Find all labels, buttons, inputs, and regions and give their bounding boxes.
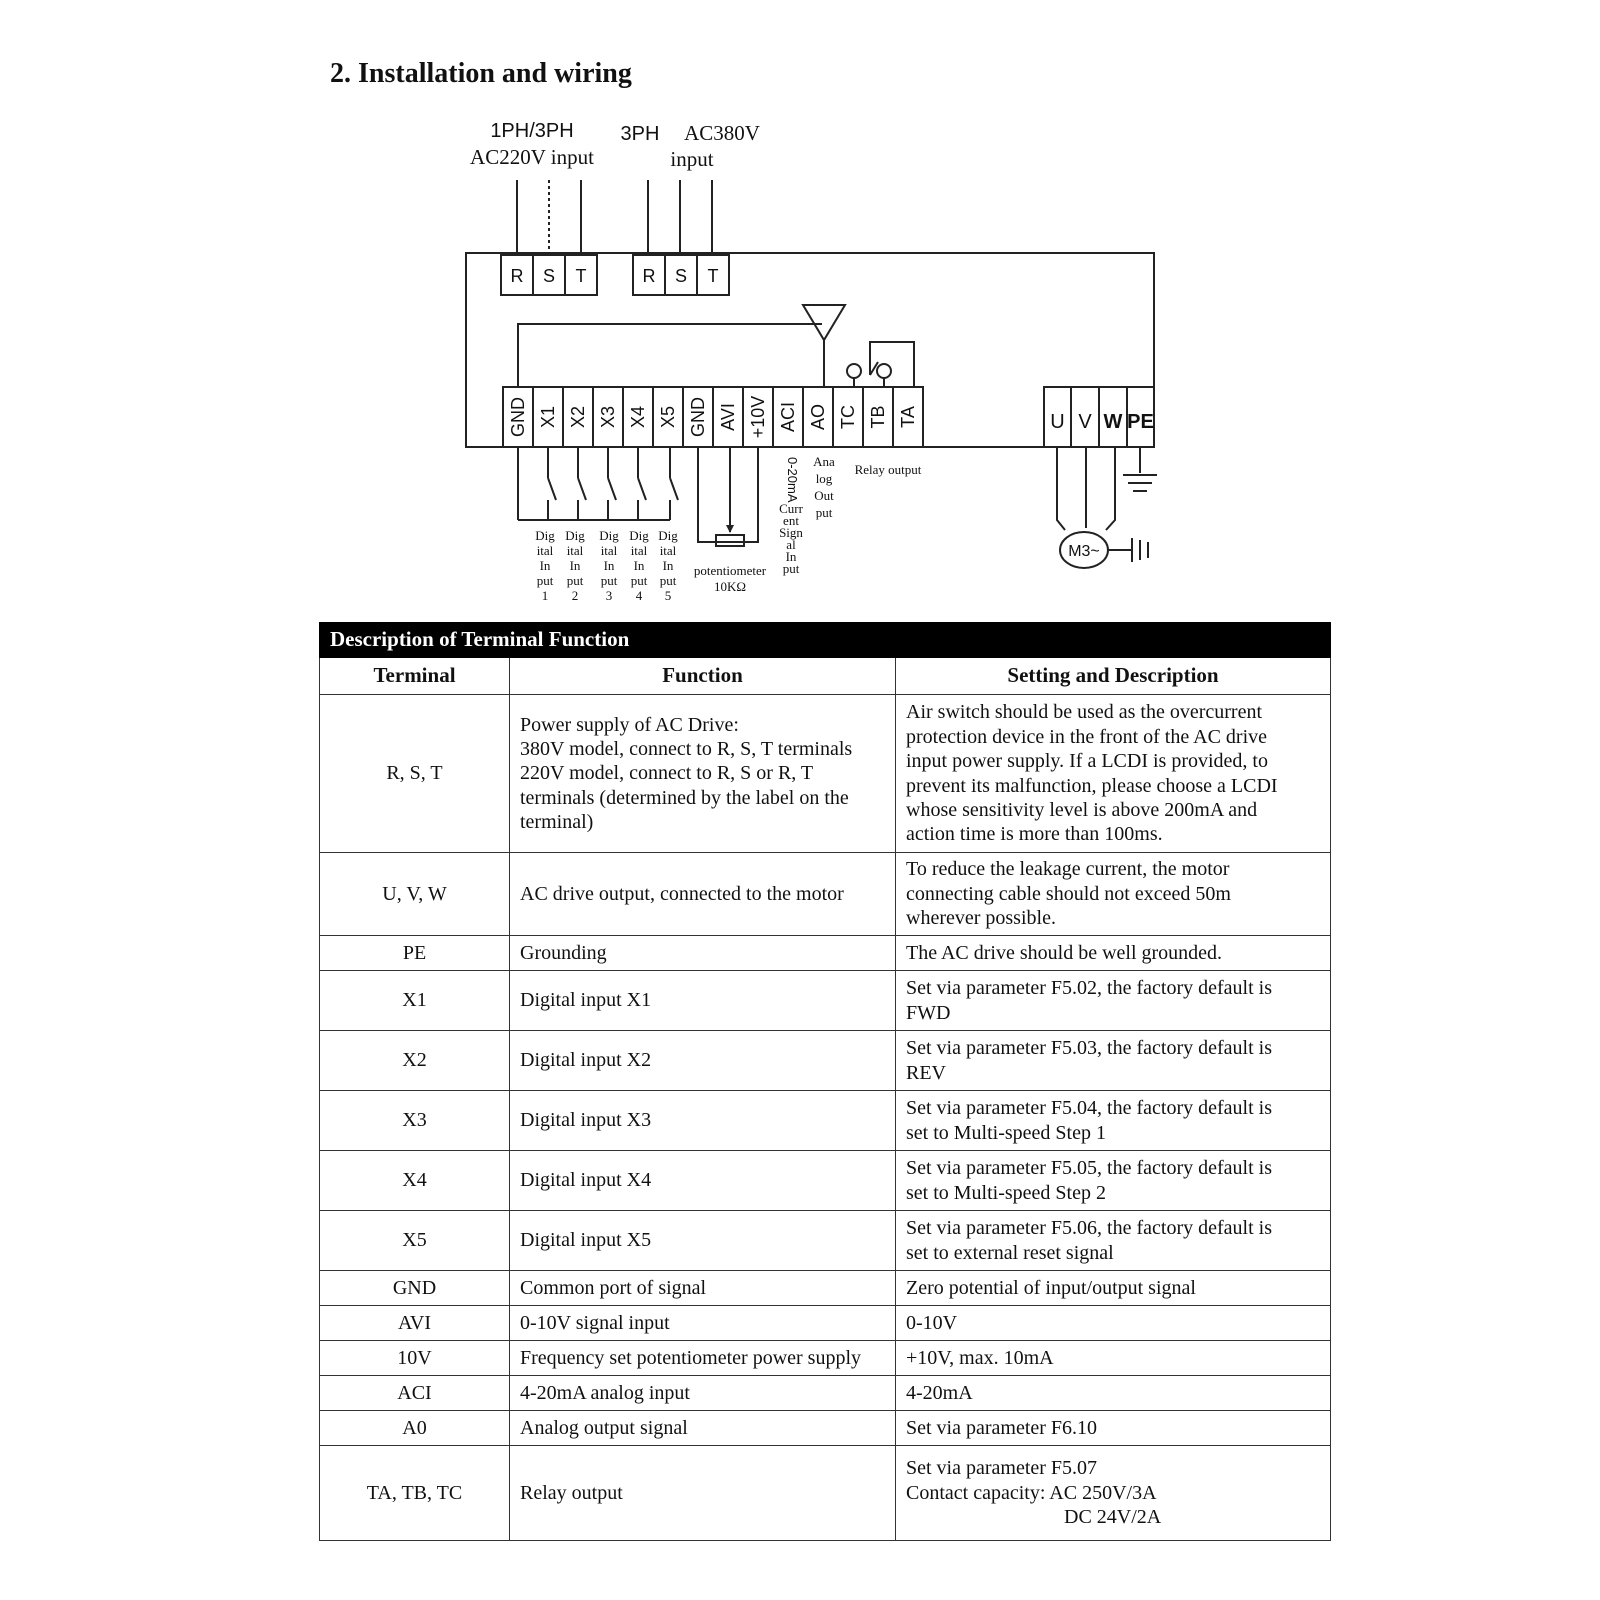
- terminal-t-right: T: [707, 266, 719, 286]
- setting-cell: [896, 1341, 1331, 1376]
- setting-cell: [896, 1271, 1331, 1306]
- current-signal-caption: put: [782, 561, 800, 576]
- control-terminal-label: X3: [598, 405, 618, 429]
- function-cell: [510, 936, 896, 971]
- function-line: Relay output: [520, 1481, 623, 1504]
- terminal-cell: AVI: [320, 1306, 510, 1341]
- control-terminal-label: AVI: [718, 403, 738, 431]
- setting-line: The AC drive should be well grounded.: [906, 941, 1223, 964]
- current-signal-caption: In: [785, 549, 797, 564]
- setting-line: Set via parameter F5.03, the factory default is: [906, 1037, 1272, 1060]
- section-heading: 2. Installation and wiring: [330, 58, 632, 89]
- output-terminal-label: W: [1103, 411, 1123, 433]
- terminal-cell: X2: [320, 1031, 510, 1091]
- function-cell: [510, 1446, 896, 1541]
- control-terminal-label: X5: [658, 405, 678, 429]
- analog-output-caption: put: [815, 505, 833, 520]
- terminal-cell: R, S, T: [320, 695, 510, 853]
- output-terminal-label: V: [1078, 411, 1092, 433]
- analog-output-caption: Ana: [813, 454, 835, 469]
- digital-input-caption: Dig: [599, 528, 619, 543]
- digital-input-caption: put: [600, 573, 618, 588]
- terminal-cell: ACI: [320, 1376, 510, 1411]
- terminal-cell: X1: [320, 971, 510, 1031]
- terminal-cell: GND: [320, 1271, 510, 1306]
- function-cell: [510, 1306, 896, 1341]
- setting-cell: [896, 1091, 1331, 1151]
- function-line: terminal): [520, 811, 594, 834]
- function-line: 4-20mA analog input: [520, 1381, 690, 1404]
- terminal-function-table: [319, 622, 1330, 1541]
- digital-input-caption: 5: [664, 588, 672, 603]
- digital-input-caption: ital: [630, 543, 648, 558]
- control-terminal-label: TB: [868, 405, 888, 429]
- control-terminal-label: X1: [538, 405, 558, 429]
- digital-input-caption: In: [569, 558, 581, 573]
- digital-input-caption: put: [566, 573, 584, 588]
- digital-input-caption: Dig: [658, 528, 678, 543]
- setting-line: Set via parameter F5.05, the factory default is: [906, 1157, 1272, 1180]
- table-row: [320, 971, 1331, 1031]
- setting-cell: [896, 1411, 1331, 1446]
- setting-line: +10V, max. 10mA: [906, 1346, 1054, 1369]
- digital-input-caption: ital: [536, 543, 554, 558]
- function-line: Digital input X5: [520, 1229, 652, 1252]
- terminal-cell: X3: [320, 1091, 510, 1151]
- table-row: [320, 1446, 1331, 1541]
- setting-line: FWD: [906, 1001, 951, 1024]
- digital-input-caption: In: [633, 558, 645, 573]
- digital-input-caption: In: [539, 558, 551, 573]
- table-row: [320, 695, 1331, 853]
- function-cell: [510, 1341, 896, 1376]
- function-line: terminals (determined by the label on the: [520, 786, 849, 809]
- digital-input-caption: Dig: [629, 528, 649, 543]
- digital-input-caption: ital: [659, 543, 677, 558]
- function-line: Digital input X4: [520, 1169, 652, 1192]
- table-row: [320, 1031, 1331, 1091]
- setting-line: Set via parameter F5.02, the factory default is: [906, 977, 1272, 1000]
- function-line: Grounding: [520, 941, 607, 964]
- terminal-s-right: S: [674, 266, 688, 286]
- terminal-cell: U, V, W: [320, 853, 510, 936]
- potentiometer-value-label: 10KΩ: [713, 579, 747, 594]
- setting-cell: [896, 1151, 1331, 1211]
- function-line: 380V model, connect to R, S, T terminals: [520, 737, 853, 760]
- setting-cell: [896, 1031, 1331, 1091]
- function-cell: [510, 1211, 896, 1271]
- function-cell: [510, 1376, 896, 1411]
- function-line: Digital input X1: [520, 989, 652, 1012]
- setting-line: whose sensitivity level is above 200mA and: [906, 798, 1258, 821]
- header-setting: Setting and Description: [896, 658, 1331, 695]
- table-row: [320, 1306, 1331, 1341]
- digital-input-caption: put: [630, 573, 648, 588]
- setting-line: wherever possible.: [906, 907, 1056, 930]
- setting-cell: [896, 1306, 1331, 1341]
- table-row: [320, 1411, 1331, 1446]
- header-function: Function: [510, 658, 896, 695]
- function-cell: [510, 1031, 896, 1091]
- input-3ph-voltage-label: AC380V: [684, 121, 760, 145]
- setting-line: Set via parameter F5.06, the factory default is: [906, 1217, 1272, 1240]
- input-1ph-label: 1PH/3PH: [490, 120, 574, 142]
- function-cell: [510, 971, 896, 1031]
- digital-input-caption: 2: [571, 588, 579, 603]
- setting-line: REV: [906, 1061, 946, 1084]
- control-terminal-label: X2: [568, 405, 588, 429]
- motor-label: M3~: [1068, 543, 1100, 560]
- control-terminal-label: TA: [898, 406, 918, 428]
- setting-cell: [896, 936, 1331, 971]
- terminal-cell: X4: [320, 1151, 510, 1211]
- wiring-diagram: [0, 0, 1600, 610]
- control-terminal-label: +10V: [748, 395, 768, 439]
- input-3ph-label: 3PH: [620, 123, 660, 145]
- output-terminal-label: PE: [1127, 411, 1154, 433]
- setting-line: Set via parameter F5.04, the factory default is: [906, 1097, 1272, 1120]
- table-row: [320, 936, 1331, 971]
- function-line: Digital input X2: [520, 1049, 652, 1072]
- digital-input-caption: put: [659, 573, 677, 588]
- current-signal-caption: Sign: [779, 525, 803, 540]
- table-row: [320, 853, 1331, 936]
- current-signal-caption: al: [786, 537, 796, 552]
- table-row: [320, 1091, 1331, 1151]
- setting-line: 0-10V: [906, 1311, 958, 1334]
- control-terminal-label: AO: [808, 403, 828, 431]
- function-cell: [510, 1411, 896, 1446]
- setting-line: connecting cable should not exceed 50m: [906, 882, 1231, 905]
- function-cell: [510, 1151, 896, 1211]
- table-row: [320, 1151, 1331, 1211]
- setting-cell: [896, 695, 1331, 853]
- potentiometer-label: potentiometer: [693, 563, 767, 578]
- input-1ph-voltage-label: AC220V input: [470, 145, 594, 169]
- setting-line: action time is more than 100ms.: [906, 823, 1163, 846]
- function-cell: [510, 1271, 896, 1306]
- table-row: [320, 1341, 1331, 1376]
- function-cell: [510, 853, 896, 936]
- setting-line: protection device in the front of the AC drive: [906, 725, 1268, 748]
- terminal-r-left: R: [510, 266, 524, 286]
- function-line: Frequency set potentiometer power supply: [520, 1346, 862, 1369]
- digital-input-caption: In: [662, 558, 674, 573]
- setting-cell: [896, 1376, 1331, 1411]
- digital-input-caption: 3: [605, 588, 613, 603]
- setting-cell: [896, 853, 1331, 936]
- table-title: Description of Terminal Function: [320, 623, 1331, 658]
- digital-input-caption: put: [536, 573, 554, 588]
- setting-line: Air switch should be used as the overcurrent: [906, 701, 1263, 724]
- control-terminal-label: ACI: [778, 401, 798, 433]
- setting-line: set to external reset signal: [906, 1241, 1114, 1264]
- current-range-label: 0-20mA: [785, 457, 800, 503]
- setting-line: 4-20mA: [906, 1381, 973, 1404]
- control-terminal-label: GND: [508, 397, 528, 437]
- function-line: AC drive output, connected to the motor: [520, 882, 844, 905]
- setting-cell: [896, 971, 1331, 1031]
- analog-output-caption: log: [815, 471, 833, 486]
- control-terminal-label: X4: [628, 405, 648, 429]
- setting-line: set to Multi-speed Step 2: [906, 1181, 1106, 1204]
- current-signal-caption: Curr: [779, 501, 803, 516]
- relay-output-label: Relay output: [854, 462, 922, 477]
- digital-input-caption: Dig: [535, 528, 555, 543]
- terminal-cell: A0: [320, 1411, 510, 1446]
- header-terminal: Terminal: [320, 658, 510, 695]
- terminal-t-left: T: [575, 266, 587, 286]
- terminal-cell: PE: [320, 936, 510, 971]
- output-terminal-label: U: [1050, 411, 1065, 433]
- terminal-r-right: R: [642, 266, 656, 286]
- digital-input-caption: 1: [541, 588, 549, 603]
- table-row: [320, 1271, 1331, 1306]
- digital-input-caption: Dig: [565, 528, 585, 543]
- function-line: Common port of signal: [520, 1276, 707, 1299]
- current-signal-caption: ent: [783, 513, 799, 528]
- function-line: 0-10V signal input: [520, 1311, 670, 1334]
- input-3ph-input-label: input: [670, 147, 714, 171]
- function-line: Power supply of AC Drive:: [520, 713, 739, 736]
- setting-line: DC 24V/2A: [1064, 1506, 1162, 1529]
- function-cell: [510, 695, 896, 853]
- terminal-cell: TA, TB, TC: [320, 1446, 510, 1541]
- setting-line: Set via parameter F5.07: [906, 1457, 1098, 1480]
- function-line: 220V model, connect to R, S or R, T: [520, 762, 814, 785]
- setting-cell: [896, 1446, 1331, 1541]
- terminal-s-left: S: [542, 266, 556, 286]
- setting-line: Contact capacity: AC 250V/3A: [906, 1481, 1157, 1504]
- setting-line: Set via parameter F6.10: [906, 1416, 1098, 1439]
- control-terminal-label: GND: [688, 397, 708, 437]
- digital-input-caption: 4: [635, 588, 643, 603]
- digital-input-caption: ital: [600, 543, 618, 558]
- digital-input-caption: In: [603, 558, 615, 573]
- table-row: [320, 1376, 1331, 1411]
- table-row: [320, 1211, 1331, 1271]
- terminal-cell: X5: [320, 1211, 510, 1271]
- terminal-cell: 10V: [320, 1341, 510, 1376]
- setting-line: Zero potential of input/output signal: [906, 1276, 1196, 1299]
- function-line: Analog output signal: [520, 1416, 688, 1439]
- analog-output-caption: Out: [814, 488, 834, 503]
- setting-line: input power supply. If a LCDI is provided, to: [906, 750, 1268, 773]
- function-cell: [510, 1091, 896, 1151]
- setting-line: prevent its malfunction, please choose a LCDI: [906, 774, 1278, 797]
- digital-input-caption: ital: [566, 543, 584, 558]
- control-terminal-label: TC: [838, 405, 858, 429]
- setting-cell: [896, 1211, 1331, 1271]
- setting-line: set to Multi-speed Step 1: [906, 1121, 1106, 1144]
- function-line: Digital input X3: [520, 1109, 652, 1132]
- setting-line: To reduce the leakage current, the motor: [906, 858, 1230, 881]
